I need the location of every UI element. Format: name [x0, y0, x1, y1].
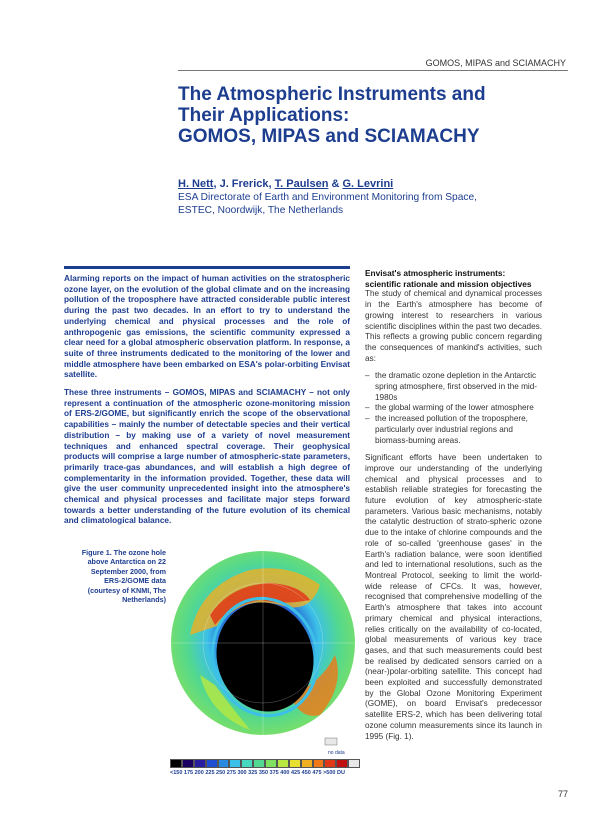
- figure-caption: Figure 1. The ozone hole above Antarctica on 22 September 2000, from ERS-2/GOME data (courtesy of KNMI, The Netherlands): [81, 548, 166, 605]
- affiliation: [178, 191, 538, 217]
- list-item: – the increased pollution of the troposphere, particularly over industrial regions and biomass-burning areas.: [365, 414, 542, 446]
- color-scale-swatch: [241, 759, 253, 768]
- color-scale-labels: <150 175 200 225 250 275 300 325 350 375 400 425 450 475 >500 DU: [170, 770, 345, 776]
- header-rule: [178, 70, 568, 71]
- list-item: – the global warming of the lower atmosphere: [365, 403, 542, 414]
- color-scale-swatch: [182, 759, 194, 768]
- list-item: – the dramatic ozone depletion in the Antarctic spring atmosphere, first observed in the mid-1980s: [365, 371, 542, 403]
- color-scale-swatch: [301, 759, 313, 768]
- no-data-swatch: [325, 738, 337, 745]
- color-scale-swatch: [277, 759, 289, 768]
- title-line: Their Applications:: [178, 105, 350, 126]
- author-name: J. Frerick: [219, 178, 269, 190]
- author-name: G. Levrini: [342, 178, 394, 190]
- author-separator: ,: [268, 178, 275, 190]
- color-scale-swatch: [336, 759, 348, 768]
- color-scale-swatch: [206, 759, 218, 768]
- author-name: H. Nett: [178, 178, 214, 190]
- color-scale-swatch: [218, 759, 230, 768]
- author-separator: &: [328, 178, 343, 190]
- no-data-label: no data: [328, 750, 345, 756]
- body-paragraph: Significant efforts have been undertaken to improve our understanding of the underlying chemical and physical processes and to establish reliable strategies for forecasting the future evolution of key atmospheric-state parameters. Various basic mechanisms, notably the catalytic destruction of strato-spheric ozone due to the intake of chlorine compounds and the role of so-called 'greenhouse gases' in the Earth's radiation balance, were soon identified and led to international resolutions, such as the Montreal Protocol, seeking to limit the world-wide release of CFCs. It was, however, recognised that comprehensive modelling of the Earth's atmosphere that takes into account primary chemical and physical interactions, relies critically on the availability of co-located, global measurements of various key trace gases, and that such measurements could best be realised by dedicated sensors carried on a (near-)polar-orbiting satellite. This concept had been exploited and successfully demonstrated by the Global Ozone Monitoring Experiment (GOME), on board Envisat's predecessor satellite ERS-2, which has been delivering total ozone column measurements since its launch in 1995 (Fig. 1).: [365, 453, 542, 741]
- body-paragraph: The study of chemical and dynamical processes in the Earth's atmosphere has become of growing interest to researchers in various scientific disciplines within the past two decades. This reflects a growing public concern regarding the consequences of mankind's activities, such as:: [365, 289, 542, 363]
- color-scale-swatch: [348, 759, 360, 768]
- ozone-map-image: [170, 545, 356, 757]
- title-line: The Atmospheric Instruments and: [178, 84, 486, 105]
- page-number: 77: [557, 789, 568, 799]
- abstract: [64, 266, 350, 534]
- running-head: GOMOS, MIPAS and SCIAMACHY: [425, 58, 566, 68]
- section-heading: Envisat's atmospheric instruments: scientific rationale and mission objectives: [365, 268, 532, 289]
- title-line: GOMOS, MIPAS and SCIAMACHY: [178, 126, 480, 147]
- affiliation-line: ESTEC, Noordwijk, The Netherlands: [178, 205, 344, 216]
- color-scale-swatch: [253, 759, 265, 768]
- abstract-paragraph: These three instruments – GOMOS, MIPAS and SCIAMACHY – not only represent a continuation of the atmospheric ozone-monitoring mission of ERS-2/GOME, but significantly enrich the scope of the observational capabilities – mainly the number of detectable species and their vertical distribution – by making use of a variety of novel measurement techniques and enhanced spectral coverage. Their geophysical products will comprise a large number of atmospheric-state parameters, primarily trace-gas abundances, and will establish a high degree of complementarity in the information provided. Together, these data will give the user community unprecedented insight into the atmosphere's chemical and physical processes and facilitate major steps forward towards a better understanding of the future evolution of its chemical and climatological balance.: [64, 388, 350, 526]
- color-scale: [170, 759, 360, 776]
- author-separator: ,: [213, 178, 220, 190]
- color-scale-swatch: [229, 759, 241, 768]
- affiliation-line: ESA Directorate of Earth and Environment Monitoring from Space,: [178, 192, 477, 203]
- bullet-list: [365, 371, 542, 446]
- color-scale-bar: [170, 759, 360, 768]
- body-column: [365, 268, 542, 749]
- color-scale-swatch: [289, 759, 301, 768]
- author-list: [178, 178, 393, 190]
- color-scale-swatch: [194, 759, 206, 768]
- author-name: T. Paulsen: [274, 178, 329, 190]
- abstract-paragraph: Alarming reports on the impact of human activities on the stratospheric ozone layer, on the evolution of the global climate and on the increasing pollution of the troposphere have attracted considerable public interest during the past two decades. In an effort to try to understand the underlying chemical and physical processes and the role of anthropogenic gas emissions, the scientific community expressed a clear need for a global atmospheric observation platform. In response, a suite of three instruments dedicated to the monitoring of the lower and middle atmosphere have been embarked on ESA's polar-orbiting Envisat satellite.: [64, 274, 350, 380]
- article-title: [178, 84, 538, 147]
- color-scale-swatch: [170, 759, 182, 768]
- color-scale-swatch: [313, 759, 325, 768]
- color-scale-swatch: [265, 759, 277, 768]
- color-scale-swatch: [324, 759, 336, 768]
